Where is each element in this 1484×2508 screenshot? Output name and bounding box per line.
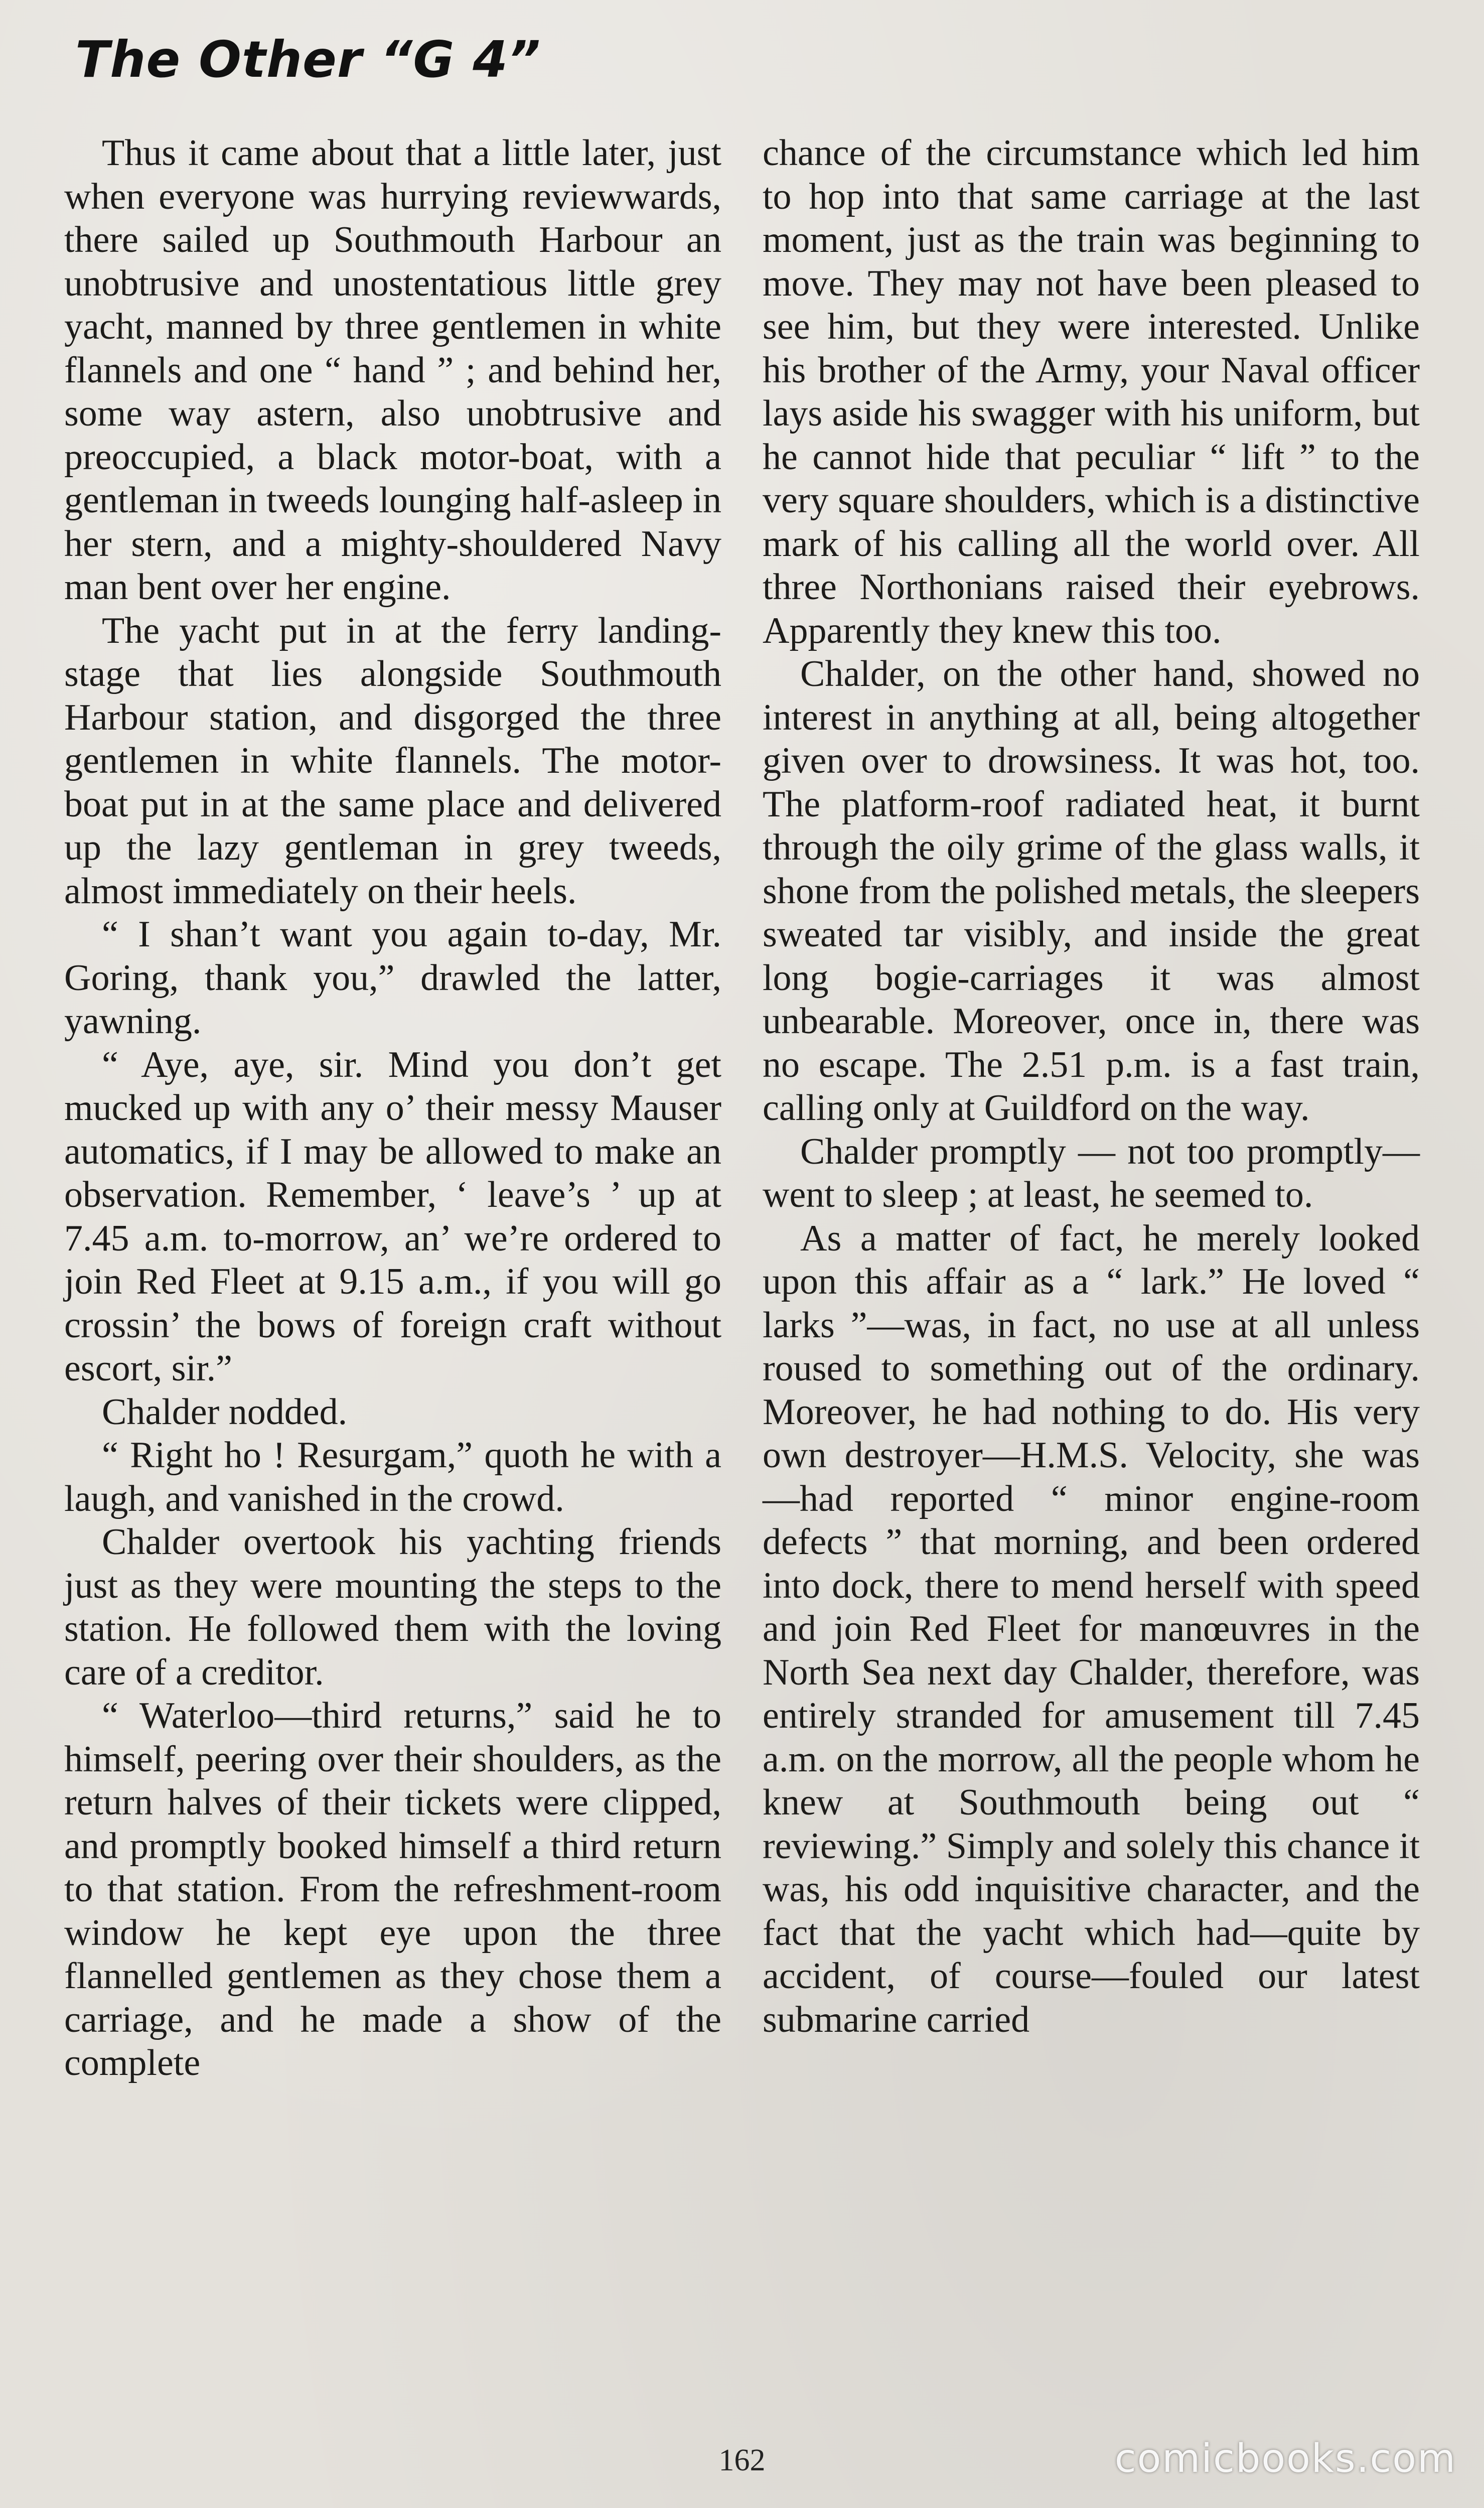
paragraph: As a matter of fact, he merely looked upon this affair as a “ lark.” He loved “ larks ”—was, in fact, no use at all unless roused to something out of the ordinary. Moreover, he had nothing to do. His very own destroyer—H.M.S. Velocity, she was —had reported “ minor engine-room defects ” that morning, and been ordered into dock, there to mend herself with speed and join Red Fleet for manœuvres in the North Sea next day Chalder, therefore, was entirely stranded for amusement till 7.45 a.m. on the morrow, all the people whom he knew at Southmouth being out “ reviewing.” Simply and solely this chance it was, his odd inquisitive character, and the fact that the yacht which had—quite by accident, of course—fouled our latest submarine carried [763,1217,1420,2040]
paragraph-continued: chance of the circumstance which led him to hop into that same carriage at the last moment, just as the train was beginning to move. They may not have been pleased to see him, but they were interested. Unlike his brother of the Army, your Naval officer lays aside his swagger with his uniform, but he cannot hide that peculiar “ lift ” to the very square shoulders, which is a distinctive mark of his calling all the world over. All three Northonians raised their eyebrows. Apparently they knew this too. [763,132,1420,651]
paragraph: Chalder, on the other hand, showed no interest in anything at all, being altogether given over to drowsiness. It was hot, too. The platform-roof radiated heat, it burnt through the oily grime of the glass walls, it shone from the polished metals, the sleepers sweated tar visibly, and inside the great long bogie-carriages it was almost unbearable. Moreover, once in, there was no escape. The 2.51 p.m. is a fast train, calling only at Guildford on the way. [763,653,1420,1129]
right-text-column [763,131,1420,2041]
article-title: The Other “G 4” [75,30,541,89]
paragraph: The yacht put in at the ferry landing-stage that lies alongside Southmouth Harbour station, and disgorged the three gentlemen in white flannels. The motor-boat put in at the same place and delivered up the lazy gentleman in grey tweeds, almost immediately on their heels. [64,610,721,912]
paragraph: “ Aye, aye, sir. Mind you don’t get mucked up with any o’ their messy Mauser automatics, if I may be allowed to make an observation. Remember, ‘ leave’s ’ up at 7.45 a.m. to-morrow, an’ we’re ordered to join Red Fleet at 9.15 a.m., if you will go crossin’ the bows of foreign craft without escort, sir.” [64,1044,721,1389]
watermark: comicbooks.com [1114,2436,1456,2481]
left-text-column [64,131,721,2085]
paragraph: “ Right ho ! Resurgam,” quoth he with a laugh, and vanished in the crowd. [64,1435,721,1519]
paragraph: Chalder promptly — not too promptly—went to sleep ; at least, he seemed to. [763,1131,1420,1215]
page-number: 162 [718,2443,766,2477]
paragraph: “ I shan’t want you again to-day, Mr. Goring, thank you,” drawled the latter, yawning. [64,914,721,1042]
paragraph: Chalder nodded. [102,1391,348,1433]
paragraph: “ Waterloo—third returns,” said he to himself, peering over their shoulders, as the return halves of their tickets were clipped, and promptly booked himself a third return to that station. From the refreshment-room window he kept eye upon the three flannelled gentlemen as they chose them a carriage, and he made a show of the complete [64,1695,721,2083]
paragraph: Chalder overtook his yachting friends just as they were mounting the steps to the station. He followed them with the loving care of a creditor. [64,1521,721,1693]
paragraph: Thus it came about that a little later, just when everyone was hurrying reviewwards, there sailed up Southmouth Harbour an unobtrusive and unostentatious little grey yacht, manned by three gentlemen in white flannels and one “ hand ” ; and behind her, some way astern, also unobtrusive and preoccupied, a black motor-boat, with a gentleman in tweeds lounging half-asleep in her stern, and a mighty-shouldered Navy man bent over her engine. [64,132,721,608]
